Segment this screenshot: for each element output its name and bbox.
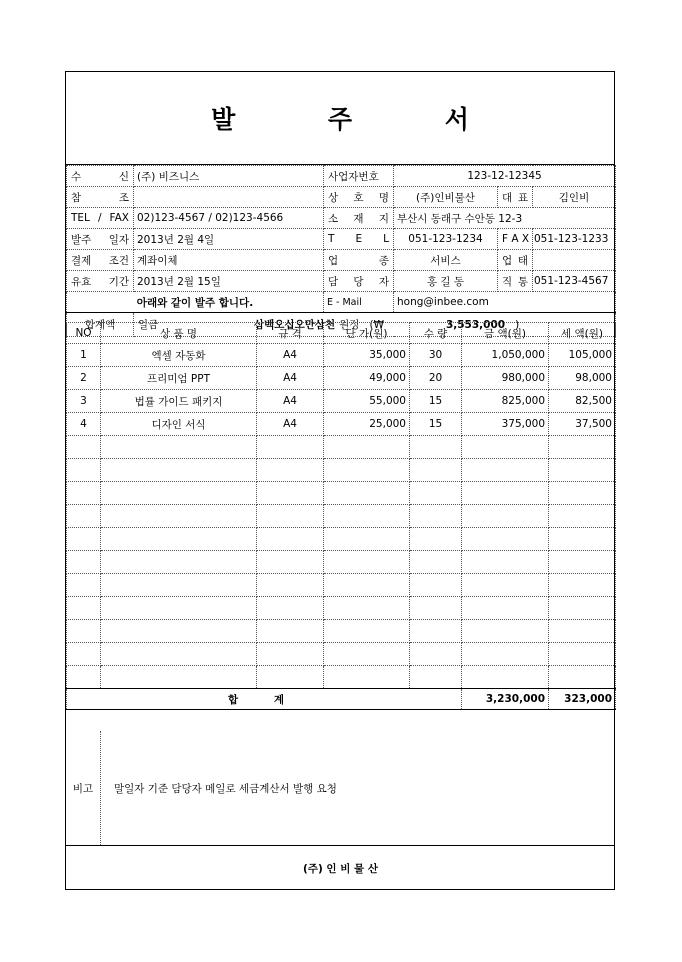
items-header-row — [67, 323, 616, 344]
table-row — [67, 436, 616, 459]
table-cell — [549, 551, 616, 574]
table-cell — [257, 436, 324, 459]
ceo-value: 김인비 — [533, 187, 616, 208]
info-row — [67, 187, 616, 208]
total-close-paren: ) — [515, 318, 520, 331]
table-cell — [410, 551, 462, 574]
supplier-tel-value: 051-123-1234 — [394, 229, 498, 250]
table-row — [67, 459, 616, 482]
info-row — [67, 208, 616, 229]
table-cell — [410, 643, 462, 666]
table-cell — [324, 459, 410, 482]
total-unit: 원정 — [339, 319, 360, 331]
table-cell — [324, 574, 410, 597]
table-cell — [549, 482, 616, 505]
table-cell — [324, 528, 410, 551]
table-cell — [101, 574, 257, 597]
to-value: (주) 비즈니스 — [134, 166, 324, 187]
table-cell — [67, 551, 101, 574]
table-cell — [67, 620, 101, 643]
table-cell — [462, 551, 549, 574]
table-cell: 980,000 — [462, 367, 549, 390]
memo-text: 말일자 기준 담당자 메일로 세금계산서 발행 요청 — [114, 782, 337, 795]
table-cell — [101, 528, 257, 551]
sum-tax: 323,000 — [549, 689, 616, 710]
manager-label: 담 당 자 — [324, 271, 394, 292]
total-open-paren: ( — [369, 318, 374, 331]
table-cell — [549, 528, 616, 551]
purchase-order-document — [65, 71, 615, 890]
table-row — [67, 344, 616, 367]
info-row — [67, 229, 616, 250]
table-cell: 15 — [410, 390, 462, 413]
table-cell — [101, 597, 257, 620]
table-cell — [324, 436, 410, 459]
sum-amount: 3,230,000 — [462, 689, 549, 710]
table-cell: 105,000 — [549, 344, 616, 367]
table-cell: 디자인 서식 — [101, 413, 257, 436]
table-cell — [410, 574, 462, 597]
table-cell: 375,000 — [462, 413, 549, 436]
table-cell — [101, 551, 257, 574]
table-cell — [67, 597, 101, 620]
type-label: 업 태 — [498, 250, 533, 271]
address-label: 소 재 지 — [324, 208, 394, 229]
table-cell — [410, 666, 462, 689]
column-header: 규 격 — [257, 323, 324, 344]
footer-company: (주) 인 비 물 산 — [303, 862, 378, 875]
table-cell — [410, 482, 462, 505]
table-cell — [410, 436, 462, 459]
memo-section — [66, 731, 615, 846]
payment-value: 계좌이체 — [134, 250, 324, 271]
table-cell — [101, 436, 257, 459]
table-cell — [257, 551, 324, 574]
valid-value: 2013년 2월 15일 — [134, 271, 324, 292]
total-amount: 3,553,000 — [445, 318, 506, 331]
table-cell: 20 — [410, 367, 462, 390]
address-value: 부산시 동래구 수안동 12-3 — [394, 208, 616, 229]
to-label: 수 신 — [67, 166, 134, 187]
info-row — [67, 250, 616, 271]
table-cell: 2 — [67, 367, 101, 390]
table-row — [67, 620, 616, 643]
column-header: 수 량 — [410, 323, 462, 344]
column-header: 단 가(원) — [324, 323, 410, 344]
table-cell — [549, 459, 616, 482]
table-cell — [101, 505, 257, 528]
table-row — [67, 597, 616, 620]
column-header: 세 액(원) — [549, 323, 616, 344]
table-cell — [410, 597, 462, 620]
fax-label: F A X — [498, 229, 533, 250]
order-date-value: 2013년 2월 4일 — [134, 229, 324, 250]
table-cell — [410, 620, 462, 643]
table-cell: 4 — [67, 413, 101, 436]
table-cell — [462, 528, 549, 551]
business-value: 서비스 — [394, 250, 498, 271]
ref-value — [134, 187, 324, 208]
sum-row — [67, 689, 616, 710]
table-cell — [67, 666, 101, 689]
table-row — [67, 390, 616, 413]
total-label: 합계액 — [67, 313, 134, 337]
table-cell — [462, 482, 549, 505]
table-cell: A4 — [257, 344, 324, 367]
table-cell: 82,500 — [549, 390, 616, 413]
table-cell — [549, 436, 616, 459]
phone-label: 직 통 — [498, 271, 533, 292]
table-row — [67, 574, 616, 597]
table-cell: A4 — [257, 413, 324, 436]
table-cell — [549, 597, 616, 620]
table-cell — [549, 574, 616, 597]
table-cell — [324, 482, 410, 505]
table-cell — [324, 643, 410, 666]
table-row — [67, 666, 616, 689]
supplier-tel-label: T E L — [324, 229, 394, 250]
table-cell: A4 — [257, 367, 324, 390]
table-cell: 98,000 — [549, 367, 616, 390]
total-korean-amount: 삼백오십오만삼천 — [254, 319, 336, 331]
table-cell — [101, 666, 257, 689]
email-value: hong@inbee.com — [394, 292, 616, 313]
table-cell — [462, 505, 549, 528]
table-row — [67, 643, 616, 666]
sum-label: 합 계 — [67, 689, 462, 710]
table-cell — [324, 666, 410, 689]
table-cell — [257, 505, 324, 528]
table-cell: 49,000 — [324, 367, 410, 390]
manager-value: 홍 길 동 — [394, 271, 498, 292]
table-cell: 15 — [410, 413, 462, 436]
table-cell: 프리미엄 PPT — [101, 367, 257, 390]
type-value — [533, 250, 616, 271]
column-header: 금 액(원) — [462, 323, 549, 344]
company-label: 상 호 명 — [324, 187, 394, 208]
table-cell — [462, 597, 549, 620]
table-cell: 55,000 — [324, 390, 410, 413]
table-cell: 엑셀 자동화 — [101, 344, 257, 367]
table-row — [67, 528, 616, 551]
bizno-value: 123-12-12345 — [394, 166, 616, 187]
table-cell — [101, 643, 257, 666]
table-cell — [410, 528, 462, 551]
table-cell — [101, 459, 257, 482]
table-cell — [67, 505, 101, 528]
table-cell: 825,000 — [462, 390, 549, 413]
company-value: (주)인비물산 — [394, 187, 498, 208]
table-row — [67, 551, 616, 574]
table-cell — [67, 482, 101, 505]
table-cell — [324, 620, 410, 643]
table-cell: 25,000 — [324, 413, 410, 436]
table-row — [67, 482, 616, 505]
table-row — [67, 413, 616, 436]
ref-label: 참 조 — [67, 187, 134, 208]
business-label: 업 종 — [324, 250, 394, 271]
phone-value: 051-123-4567 — [533, 271, 616, 292]
table-row — [67, 505, 616, 528]
tel-fax-value: 02)123-4567 / 02)123-4566 — [134, 208, 324, 229]
table-cell — [67, 436, 101, 459]
total-prefix: 일금 — [138, 319, 159, 331]
info-row — [67, 292, 616, 313]
document-title: 발 주 서 — [66, 72, 614, 165]
table-cell — [462, 643, 549, 666]
table-cell — [257, 482, 324, 505]
email-label: E - Mail — [324, 292, 394, 313]
memo-label: 비고 — [66, 731, 101, 845]
ceo-label: 대 표 — [498, 187, 533, 208]
fax-value: 051-123-1233 — [533, 229, 616, 250]
table-cell — [67, 643, 101, 666]
table-cell — [410, 459, 462, 482]
order-info-table — [66, 165, 616, 337]
table-cell — [549, 505, 616, 528]
won-sign-icon: ₩ — [373, 318, 384, 331]
table-cell: 35,000 — [324, 344, 410, 367]
table-cell: 30 — [410, 344, 462, 367]
table-cell: 1 — [67, 344, 101, 367]
table-cell: 1,050,000 — [462, 344, 549, 367]
table-cell — [462, 666, 549, 689]
table-cell — [101, 620, 257, 643]
valid-label: 유효 기간 — [67, 271, 134, 292]
column-header: NO — [67, 323, 101, 344]
table-cell — [257, 574, 324, 597]
table-cell — [257, 597, 324, 620]
table-cell — [324, 505, 410, 528]
table-cell — [462, 574, 549, 597]
table-cell — [549, 643, 616, 666]
info-row — [67, 271, 616, 292]
bizno-label: 사업자번호 — [324, 166, 394, 187]
table-cell — [257, 528, 324, 551]
info-row — [67, 166, 616, 187]
table-cell — [324, 551, 410, 574]
table-cell — [462, 436, 549, 459]
column-header: 상 품 명 — [101, 323, 257, 344]
table-cell: 법률 가이드 패키지 — [101, 390, 257, 413]
table-cell — [549, 666, 616, 689]
table-cell: 3 — [67, 390, 101, 413]
table-cell — [462, 459, 549, 482]
table-cell — [257, 459, 324, 482]
table-cell — [67, 459, 101, 482]
table-cell — [462, 620, 549, 643]
table-cell: 37,500 — [549, 413, 616, 436]
items-table — [66, 322, 616, 710]
table-cell — [324, 597, 410, 620]
table-cell — [67, 528, 101, 551]
order-date-label: 발주 일자 — [67, 229, 134, 250]
table-cell — [257, 620, 324, 643]
tel-fax-label: TEL / FAX — [67, 208, 134, 229]
table-cell — [257, 666, 324, 689]
table-cell — [101, 482, 257, 505]
payment-label: 결제 조건 — [67, 250, 134, 271]
table-cell — [410, 505, 462, 528]
table-cell: A4 — [257, 390, 324, 413]
table-row — [67, 367, 616, 390]
table-cell — [257, 643, 324, 666]
order-note: 아래와 같이 발주 합니다. — [67, 292, 324, 313]
table-cell — [549, 620, 616, 643]
table-cell — [67, 574, 101, 597]
